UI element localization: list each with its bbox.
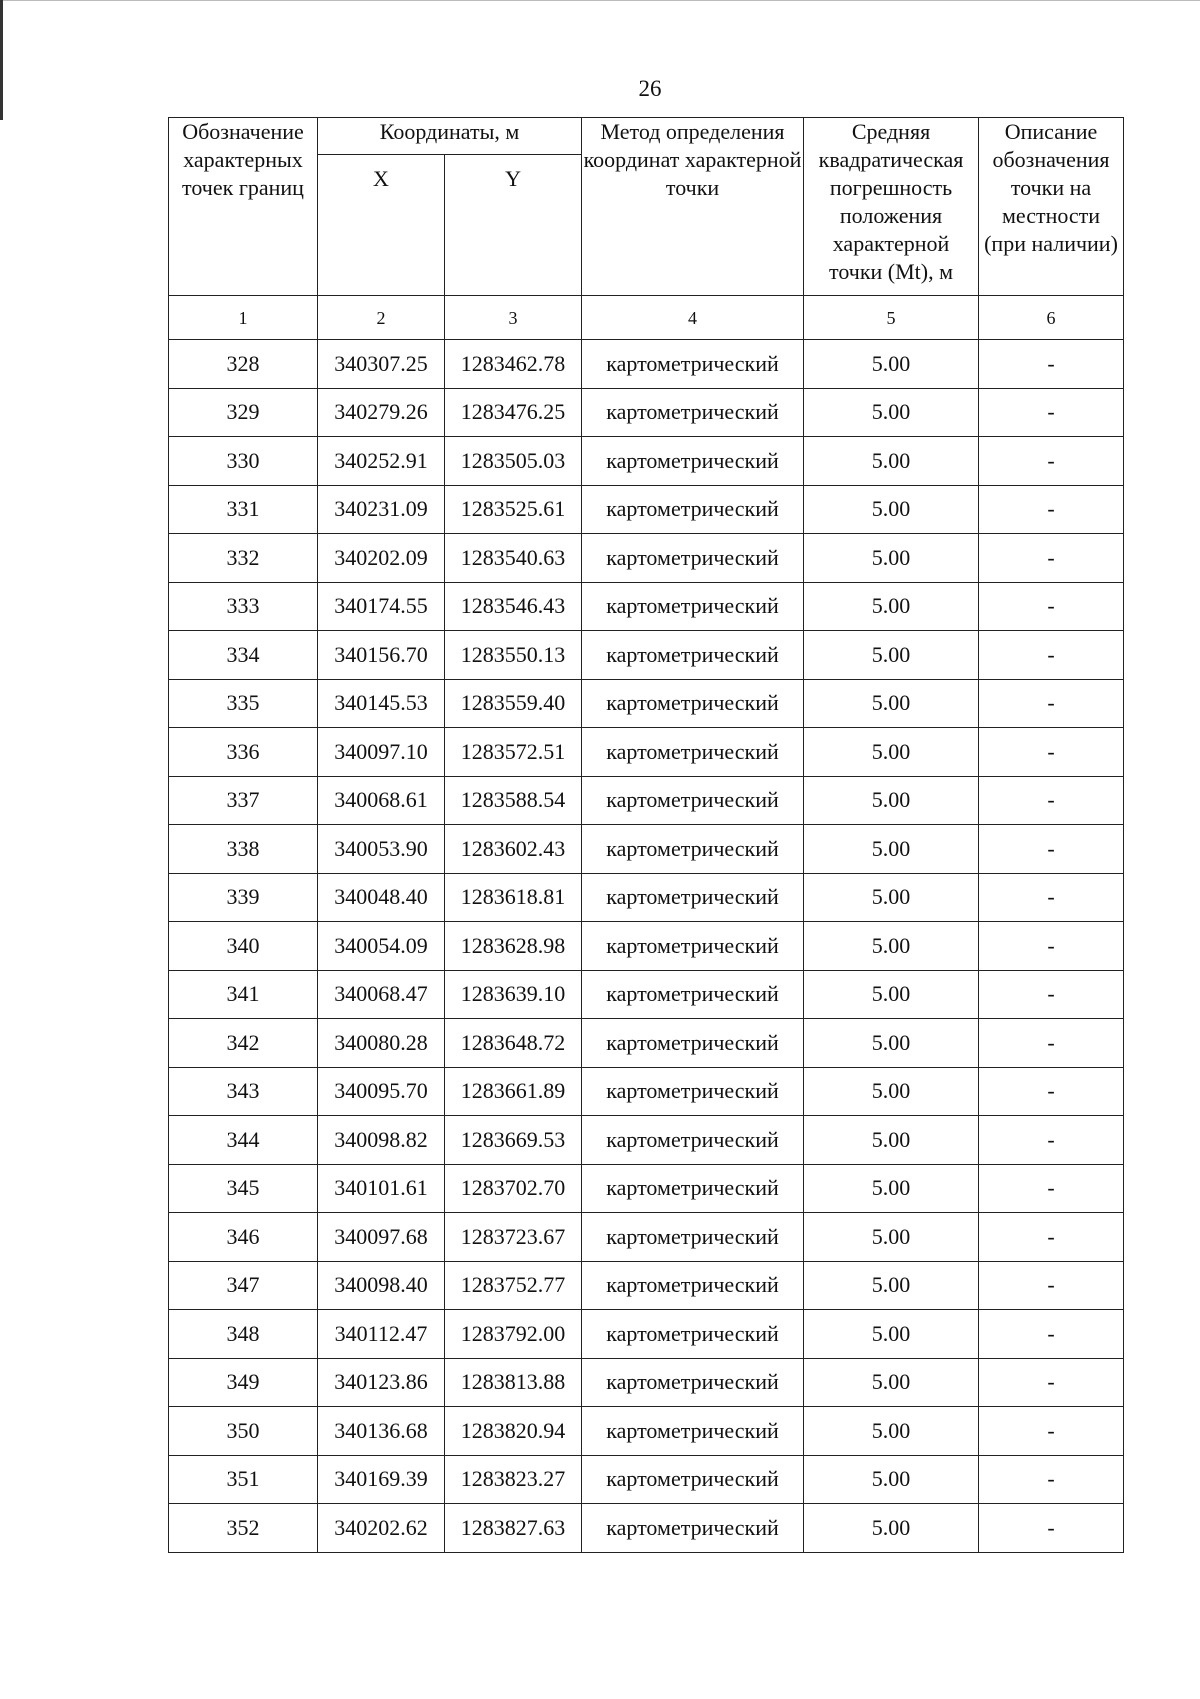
coordinate-y: 1283476.25 xyxy=(445,388,582,437)
coordinate-x: 340202.62 xyxy=(318,1504,445,1553)
coordinate-y: 1283648.72 xyxy=(445,1019,582,1068)
coordinate-x: 340098.40 xyxy=(318,1261,445,1310)
point-number: 336 xyxy=(169,728,318,777)
point-number: 342 xyxy=(169,1019,318,1068)
point-number: 332 xyxy=(169,534,318,583)
error-value: 5.00 xyxy=(804,1067,979,1116)
description-value: - xyxy=(979,1067,1124,1116)
table-row xyxy=(169,388,1124,437)
error-value: 5.00 xyxy=(804,1213,979,1262)
point-number: 338 xyxy=(169,825,318,874)
header-coordinates: Координаты, м xyxy=(318,118,582,155)
table-row xyxy=(169,728,1124,777)
method-value: картометрический xyxy=(582,631,804,680)
description-value: - xyxy=(979,1213,1124,1262)
coordinate-y: 1283639.10 xyxy=(445,970,582,1019)
column-number: 3 xyxy=(445,296,582,340)
method-value: картометрический xyxy=(582,340,804,389)
method-value: картометрический xyxy=(582,1261,804,1310)
method-value: картометрический xyxy=(582,1019,804,1068)
table-header xyxy=(169,118,1124,296)
coordinate-y: 1283827.63 xyxy=(445,1504,582,1553)
method-value: картометрический xyxy=(582,970,804,1019)
point-number: 340 xyxy=(169,922,318,971)
description-value: - xyxy=(979,1164,1124,1213)
error-value: 5.00 xyxy=(804,1116,979,1165)
error-value: 5.00 xyxy=(804,825,979,874)
method-value: картометрический xyxy=(582,388,804,437)
description-value: - xyxy=(979,970,1124,1019)
method-value: картометрический xyxy=(582,1310,804,1359)
coordinate-y: 1283661.89 xyxy=(445,1067,582,1116)
description-value: - xyxy=(979,1310,1124,1359)
table-row xyxy=(169,970,1124,1019)
table-row xyxy=(169,1310,1124,1359)
coordinate-x: 340112.47 xyxy=(318,1310,445,1359)
table-row xyxy=(169,1358,1124,1407)
point-number: 328 xyxy=(169,340,318,389)
coordinate-x: 340145.53 xyxy=(318,679,445,728)
table-row xyxy=(169,340,1124,389)
coordinates-table xyxy=(168,117,1124,1553)
point-number: 337 xyxy=(169,776,318,825)
table-row xyxy=(169,437,1124,486)
point-number: 334 xyxy=(169,631,318,680)
method-value: картометрический xyxy=(582,922,804,971)
coordinate-y: 1283525.61 xyxy=(445,485,582,534)
coordinate-x: 340279.26 xyxy=(318,388,445,437)
coordinate-y: 1283602.43 xyxy=(445,825,582,874)
table-row xyxy=(169,679,1124,728)
error-value: 5.00 xyxy=(804,534,979,583)
coordinate-x: 340156.70 xyxy=(318,631,445,680)
column-number-row xyxy=(169,296,1124,340)
error-value: 5.00 xyxy=(804,728,979,777)
error-value: 5.00 xyxy=(804,582,979,631)
table-row xyxy=(169,582,1124,631)
coordinate-x: 340136.68 xyxy=(318,1407,445,1456)
table-row xyxy=(169,825,1124,874)
coordinate-x: 340097.68 xyxy=(318,1213,445,1262)
point-number: 339 xyxy=(169,873,318,922)
header-description: Описание обозначения точки на местности (при наличии) xyxy=(979,118,1124,296)
table-row xyxy=(169,1067,1124,1116)
coordinate-y: 1283820.94 xyxy=(445,1407,582,1456)
header-y: Y xyxy=(445,155,582,296)
method-value: картометрический xyxy=(582,437,804,486)
description-value: - xyxy=(979,1019,1124,1068)
scan-edge-line xyxy=(0,0,1200,1)
coordinate-x: 340174.55 xyxy=(318,582,445,631)
coordinate-y: 1283462.78 xyxy=(445,340,582,389)
error-value: 5.00 xyxy=(804,1164,979,1213)
coordinate-y: 1283813.88 xyxy=(445,1358,582,1407)
header-x: X xyxy=(318,155,445,296)
table-row xyxy=(169,1407,1124,1456)
point-number: 346 xyxy=(169,1213,318,1262)
coordinate-x: 340068.61 xyxy=(318,776,445,825)
description-value: - xyxy=(979,485,1124,534)
coordinate-x: 340054.09 xyxy=(318,922,445,971)
coordinate-y: 1283618.81 xyxy=(445,873,582,922)
error-value: 5.00 xyxy=(804,873,979,922)
column-number: 5 xyxy=(804,296,979,340)
error-value: 5.00 xyxy=(804,388,979,437)
description-value: - xyxy=(979,1358,1124,1407)
error-value: 5.00 xyxy=(804,679,979,728)
coordinate-y: 1283540.63 xyxy=(445,534,582,583)
method-value: картометрический xyxy=(582,485,804,534)
point-number: 350 xyxy=(169,1407,318,1456)
coordinate-x: 340307.25 xyxy=(318,340,445,389)
description-value: - xyxy=(979,922,1124,971)
point-number: 343 xyxy=(169,1067,318,1116)
error-value: 5.00 xyxy=(804,776,979,825)
error-value: 5.00 xyxy=(804,1407,979,1456)
coordinate-x: 340202.09 xyxy=(318,534,445,583)
point-number: 329 xyxy=(169,388,318,437)
method-value: картометрический xyxy=(582,873,804,922)
table-row xyxy=(169,1504,1124,1553)
coordinate-x: 340097.10 xyxy=(318,728,445,777)
error-value: 5.00 xyxy=(804,437,979,486)
table-row xyxy=(169,1455,1124,1504)
coordinate-y: 1283669.53 xyxy=(445,1116,582,1165)
table-row xyxy=(169,1261,1124,1310)
coordinate-x: 340252.91 xyxy=(318,437,445,486)
error-value: 5.00 xyxy=(804,631,979,680)
description-value: - xyxy=(979,1261,1124,1310)
coordinate-y: 1283792.00 xyxy=(445,1310,582,1359)
description-value: - xyxy=(979,873,1124,922)
coordinate-x: 340169.39 xyxy=(318,1455,445,1504)
coordinate-y: 1283588.54 xyxy=(445,776,582,825)
method-value: картометрический xyxy=(582,534,804,583)
coordinate-x: 340123.86 xyxy=(318,1358,445,1407)
table-row xyxy=(169,485,1124,534)
coordinate-x: 340231.09 xyxy=(318,485,445,534)
method-value: картометрический xyxy=(582,825,804,874)
method-value: картометрический xyxy=(582,582,804,631)
table-row xyxy=(169,1213,1124,1262)
page-number: 26 xyxy=(638,76,662,101)
coordinate-x: 340053.90 xyxy=(318,825,445,874)
point-number: 341 xyxy=(169,970,318,1019)
table-row xyxy=(169,1019,1124,1068)
coordinate-y: 1283702.70 xyxy=(445,1164,582,1213)
error-value: 5.00 xyxy=(804,485,979,534)
method-value: картометрический xyxy=(582,1213,804,1262)
description-value: - xyxy=(979,1504,1124,1553)
coordinate-x: 340095.70 xyxy=(318,1067,445,1116)
method-value: картометрический xyxy=(582,1116,804,1165)
point-number: 352 xyxy=(169,1504,318,1553)
table-row xyxy=(169,631,1124,680)
method-value: картометрический xyxy=(582,1067,804,1116)
description-value: - xyxy=(979,340,1124,389)
header-method: Метод определения координат характерной точки xyxy=(582,118,804,296)
error-value: 5.00 xyxy=(804,970,979,1019)
coordinate-x: 340080.28 xyxy=(318,1019,445,1068)
method-value: картометрический xyxy=(582,1164,804,1213)
coordinate-x: 340098.82 xyxy=(318,1116,445,1165)
table-row xyxy=(169,1116,1124,1165)
method-value: картометрический xyxy=(582,776,804,825)
coordinate-y: 1283723.67 xyxy=(445,1213,582,1262)
coordinate-x: 340048.40 xyxy=(318,873,445,922)
description-value: - xyxy=(979,1116,1124,1165)
coordinate-x: 340068.47 xyxy=(318,970,445,1019)
description-value: - xyxy=(979,1407,1124,1456)
error-value: 5.00 xyxy=(804,1261,979,1310)
error-value: 5.00 xyxy=(804,1358,979,1407)
error-value: 5.00 xyxy=(804,1455,979,1504)
table-row xyxy=(169,1164,1124,1213)
method-value: картометрический xyxy=(582,1455,804,1504)
error-value: 5.00 xyxy=(804,340,979,389)
column-number: 4 xyxy=(582,296,804,340)
point-number: 330 xyxy=(169,437,318,486)
table-row xyxy=(169,776,1124,825)
method-value: картометрический xyxy=(582,1504,804,1553)
column-number: 1 xyxy=(169,296,318,340)
error-value: 5.00 xyxy=(804,922,979,971)
column-number: 6 xyxy=(979,296,1124,340)
coordinate-y: 1283546.43 xyxy=(445,582,582,631)
point-number: 344 xyxy=(169,1116,318,1165)
description-value: - xyxy=(979,825,1124,874)
description-value: - xyxy=(979,679,1124,728)
coordinate-y: 1283505.03 xyxy=(445,437,582,486)
table-body xyxy=(169,340,1124,1553)
error-value: 5.00 xyxy=(804,1504,979,1553)
coordinate-y: 1283752.77 xyxy=(445,1261,582,1310)
coordinate-y: 1283823.27 xyxy=(445,1455,582,1504)
description-value: - xyxy=(979,534,1124,583)
point-number: 331 xyxy=(169,485,318,534)
table-row xyxy=(169,534,1124,583)
table-row xyxy=(169,922,1124,971)
method-value: картометрический xyxy=(582,1358,804,1407)
coordinate-y: 1283559.40 xyxy=(445,679,582,728)
column-number: 2 xyxy=(318,296,445,340)
header-point-designation: Обозначение характерных точек границ xyxy=(169,118,318,296)
description-value: - xyxy=(979,1455,1124,1504)
header-mean-error: Средняя квадратическая погрешность положения характерной точки (Mt), м xyxy=(804,118,979,296)
error-value: 5.00 xyxy=(804,1310,979,1359)
error-value: 5.00 xyxy=(804,1019,979,1068)
description-value: - xyxy=(979,631,1124,680)
description-value: - xyxy=(979,728,1124,777)
method-value: картометрический xyxy=(582,1407,804,1456)
coordinate-y: 1283628.98 xyxy=(445,922,582,971)
point-number: 333 xyxy=(169,582,318,631)
description-value: - xyxy=(979,437,1124,486)
coordinate-x: 340101.61 xyxy=(318,1164,445,1213)
point-number: 351 xyxy=(169,1455,318,1504)
point-number: 345 xyxy=(169,1164,318,1213)
point-number: 349 xyxy=(169,1358,318,1407)
method-value: картометрический xyxy=(582,679,804,728)
description-value: - xyxy=(979,582,1124,631)
point-number: 335 xyxy=(169,679,318,728)
point-number: 348 xyxy=(169,1310,318,1359)
coordinate-y: 1283572.51 xyxy=(445,728,582,777)
description-value: - xyxy=(979,776,1124,825)
method-value: картометрический xyxy=(582,728,804,777)
coordinate-y: 1283550.13 xyxy=(445,631,582,680)
point-number: 347 xyxy=(169,1261,318,1310)
table-row xyxy=(169,873,1124,922)
scan-margin-mark xyxy=(0,0,3,120)
description-value: - xyxy=(979,388,1124,437)
